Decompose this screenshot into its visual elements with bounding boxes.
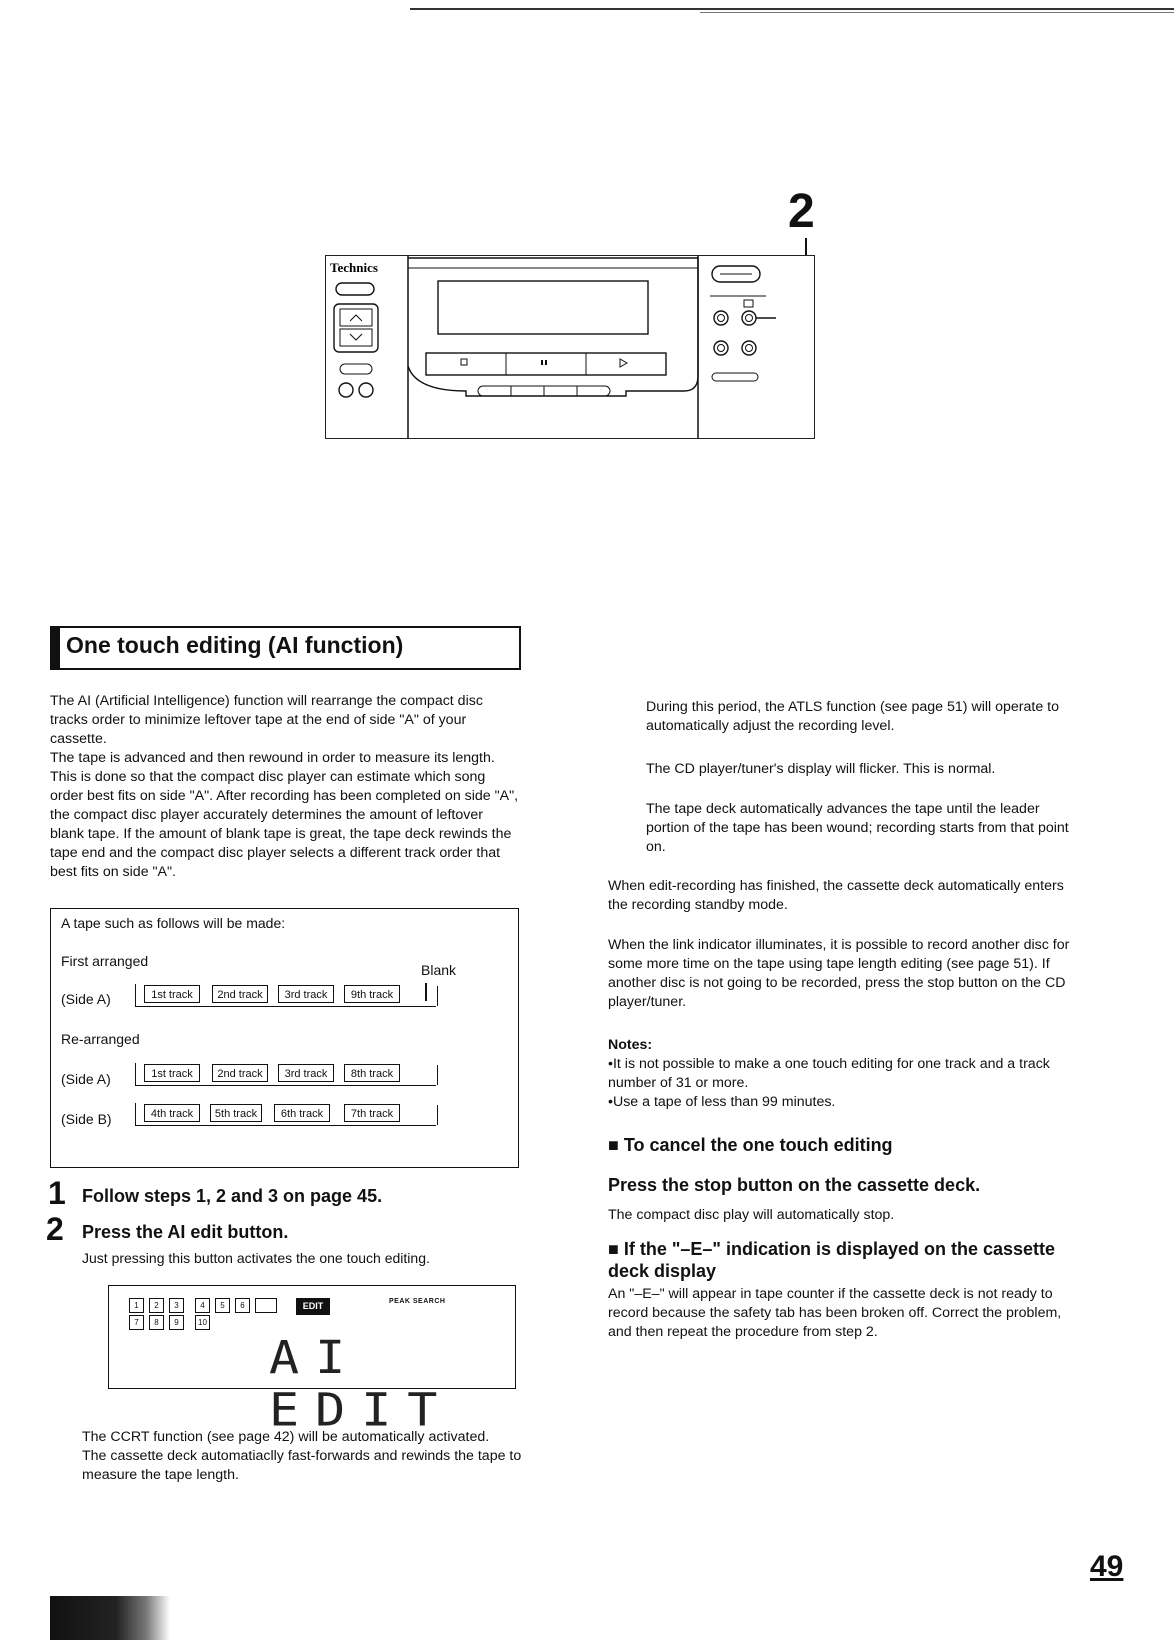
- note-2: •Use a tape of less than 99 minutes.: [608, 1094, 836, 1110]
- scan-artifact: [50, 1596, 170, 1640]
- notes-block: [608, 1036, 1078, 1112]
- step-2-body: Just pressing this button activates the one touch editing.: [82, 1250, 430, 1266]
- track-cell: 3rd track: [278, 1064, 334, 1082]
- cancel-body: The compact disc play will automatically stop.: [608, 1207, 895, 1223]
- right-paragraph-1: [646, 698, 1076, 736]
- side-b-label: (Side B): [61, 1111, 112, 1127]
- cassette-deck-illustration: [325, 255, 815, 439]
- flicker-paragraph: The CD player/tuner's display will flicker. This is normal.: [646, 761, 996, 777]
- step-2-heading: Press the AI edit button.: [82, 1222, 289, 1242]
- section-title-box: [50, 626, 521, 670]
- track-cell: 4th track: [144, 1104, 200, 1122]
- e-indication-body: An "–E–" will appear in tape counter if the cassette deck is not ready to record because the safety tab has been broken off. Correct the problem, and then repeat the procedure from step 2.: [608, 1286, 1062, 1340]
- cancel-subheading: Press the stop button on the cassette deck.: [608, 1175, 981, 1195]
- track-cell: 2nd track: [212, 1064, 268, 1082]
- lcd-track-indicator: 6: [235, 1298, 250, 1313]
- tape-row-rearranged-side-a: [135, 1063, 436, 1086]
- lcd-main-readout: AI EDIT: [269, 1331, 454, 1437]
- leader-paragraph: The tape deck automatically advances the tape until the leader portion of the tape has been wound; recording starts from that point on.: [646, 801, 1069, 855]
- standby-paragraph: When edit-recording has finished, the cassette deck automatically enters the recording standby mode.: [608, 878, 1064, 913]
- intro-paragraph-1: The AI (Artificial Intelligence) function will rearrange the compact disc tracks order to minimize leftover tape at the end of side "A" of your cassette.: [50, 693, 483, 747]
- track-cell: 2nd track: [212, 985, 268, 1003]
- link-paragraph: When the link indicator illuminates, it is possible to record another disc for some more time on the tape using tape length editing (see page 51). If another disc is not going to be recorded, press the stop button on the CD player/tuner.: [608, 937, 1070, 1010]
- rearranged-label: Re-arranged: [61, 1031, 140, 1047]
- atls-paragraph: During this period, the ATLS function (see page 51) will operate to automatically adjust the recording level.: [646, 699, 1059, 734]
- fast-forward-paragraph: The cassette deck automatiaclly fast-forwards and rewinds the tape to measure the tape length.: [82, 1448, 522, 1483]
- tape-end-bar: [437, 986, 439, 1006]
- section-title: One touch editing (AI function): [66, 632, 404, 658]
- lcd-track-indicator: 8: [149, 1315, 164, 1330]
- track-cell: 9th track: [344, 985, 400, 1003]
- side-a-label-1: (Side A): [61, 991, 111, 1007]
- right-paragraph-2: [646, 760, 1076, 779]
- right-paragraph-3: [646, 800, 1076, 857]
- notes-heading: Notes:: [608, 1037, 653, 1053]
- track-cell: 6th track: [274, 1104, 330, 1122]
- step-2-number: 2: [46, 1211, 64, 1247]
- track-cell: 1st track: [144, 1064, 200, 1082]
- tape-row-first-side-a: [135, 984, 436, 1007]
- tape-end-bar: [437, 1105, 439, 1125]
- e-indication-body-block: [608, 1285, 1078, 1342]
- track-cell: 1st track: [144, 985, 200, 1003]
- top-rule-secondary: [700, 12, 1174, 13]
- tape-end-bar: [437, 1065, 439, 1085]
- cancel-body-block: [608, 1206, 1078, 1225]
- after-lcd-text: [82, 1428, 522, 1485]
- first-arranged-label: First arranged: [61, 953, 149, 969]
- callout-number: 2: [788, 185, 815, 238]
- track-cell: 8th track: [344, 1064, 400, 1082]
- tape-row-rearranged-side-b: [135, 1103, 436, 1126]
- right-paragraph-5: [608, 936, 1078, 1012]
- lcd-track-indicator: 3: [169, 1298, 184, 1313]
- lcd-display: [108, 1285, 516, 1437]
- ccrt-paragraph: The CCRT function (see page 42) will be automatically activated.: [82, 1429, 490, 1445]
- top-rule: [410, 8, 1174, 10]
- lcd-peak-search: PEAK SEARCH: [389, 1298, 446, 1305]
- lcd-tape-indicator: [255, 1298, 277, 1313]
- section-title-accent: [52, 628, 60, 668]
- cassette-deck-drawing: [326, 256, 814, 438]
- lcd-track-indicator: 4: [195, 1298, 210, 1313]
- blank-label: Blank: [421, 962, 457, 978]
- lcd-track-indicator: 7: [129, 1315, 144, 1330]
- intro-paragraph-2: The tape is advanced and then rewound in order to measure its length. This is done so that the compact disc player can estimate which song order best fits on side "A". After recording has been completed on side "A", the compact disc player accurately determines the amount of leftover blank tape. If the amount of blank tape is great, the tape deck rewinds the tape end and the compact disc player selects a different track order that best fits on side "A".: [50, 750, 519, 880]
- track-cell: 3rd track: [278, 985, 334, 1003]
- step-1-number: 1: [48, 1175, 66, 1211]
- brand-logo: Technics: [330, 260, 378, 275]
- note-1: •It is not possible to make a one touch editing for one track and a track number of 31 or more.: [608, 1056, 1050, 1091]
- tapebox-lead: A tape such as follows will be made:: [61, 915, 286, 931]
- page-number: 49: [1090, 1550, 1124, 1583]
- intro-text: [50, 692, 520, 882]
- lcd-track-indicator: 1: [129, 1298, 144, 1313]
- lcd-track-indicator: 10: [195, 1315, 210, 1330]
- e-indication-heading: ■ If the "–E–" indication is displayed on the cassette deck display: [608, 1239, 1056, 1281]
- right-paragraph-4: [608, 877, 1078, 915]
- track-cell: 5th track: [210, 1104, 262, 1122]
- lcd-track-indicator: 5: [215, 1298, 230, 1313]
- tape-arrangement-box: [50, 908, 519, 1168]
- lcd-edit-indicator: EDIT: [296, 1298, 330, 1315]
- track-cell: 7th track: [344, 1104, 400, 1122]
- side-a-label-2: (Side A): [61, 1071, 111, 1087]
- lcd-track-indicator: 9: [169, 1315, 184, 1330]
- cancel-heading: ■ To cancel the one touch editing: [608, 1135, 893, 1155]
- lcd-track-indicator: 2: [149, 1298, 164, 1313]
- step-1-heading: Follow steps 1, 2 and 3 on page 45.: [82, 1186, 383, 1206]
